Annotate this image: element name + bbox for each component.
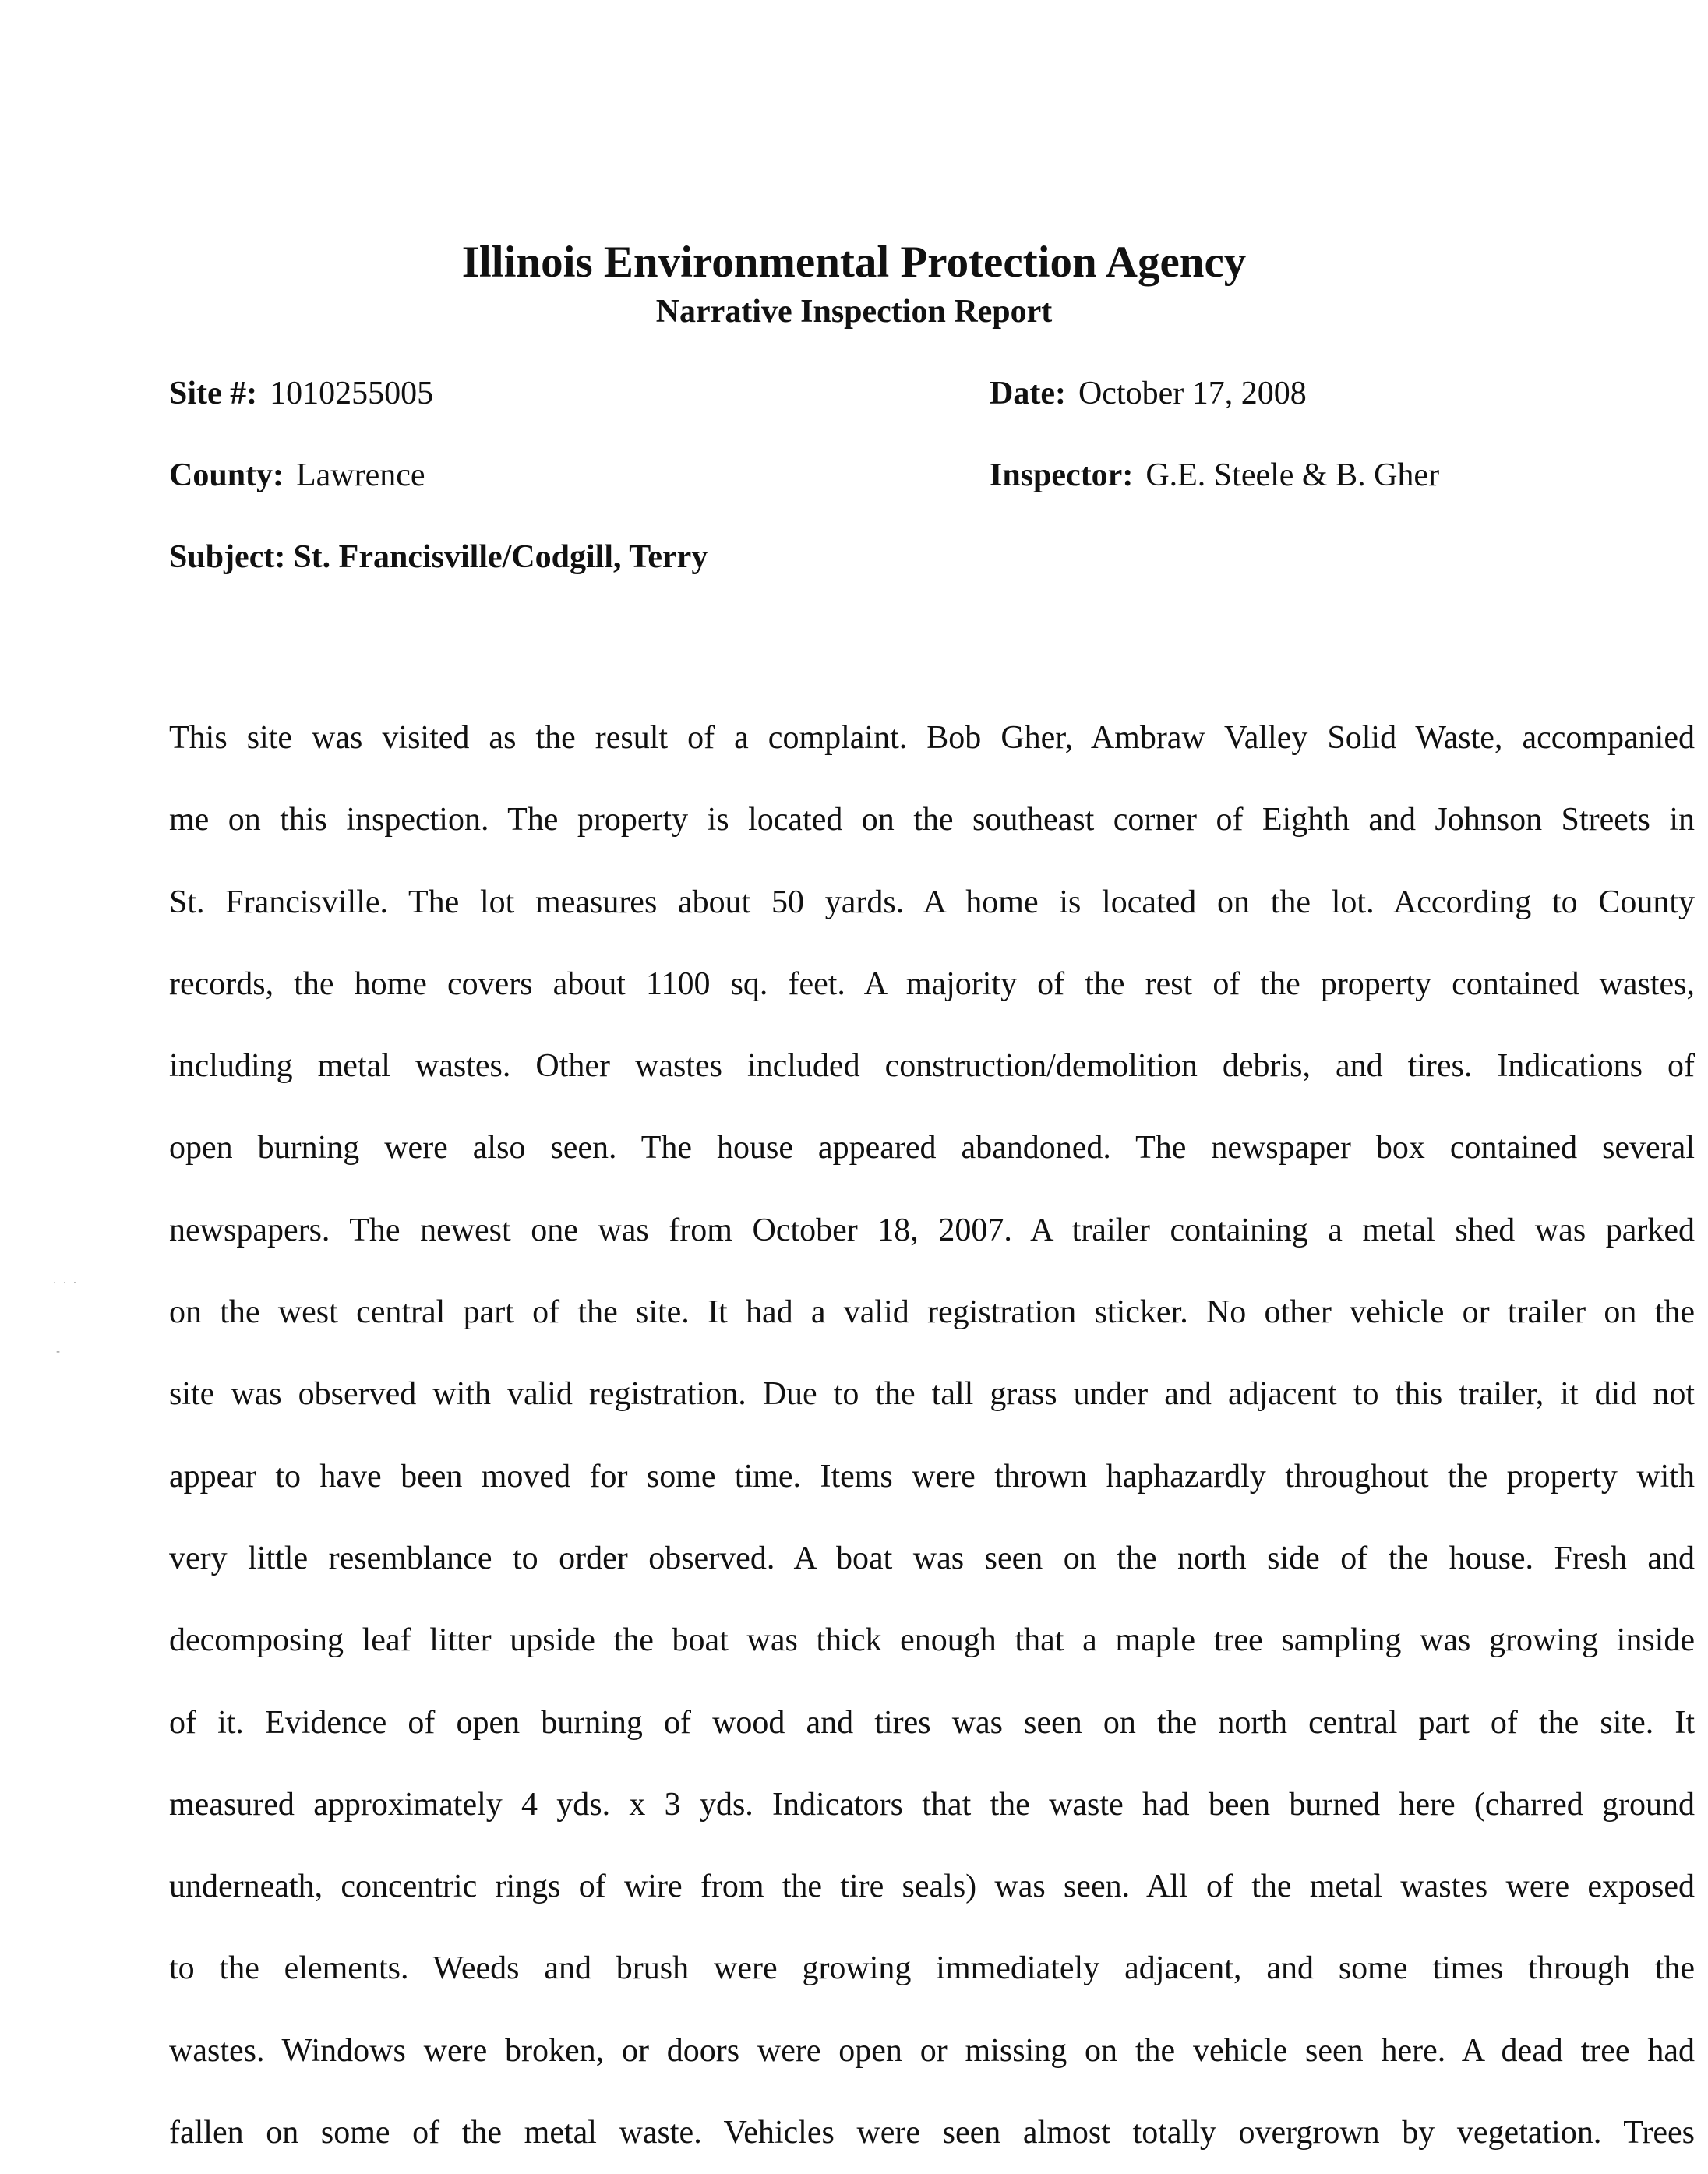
narrative-line: St. Francisville. The lot measures about 50 yards. A home is located on the lot. According to County [169,884,1695,920]
narrative-line: me on this inspection. The property is located on the southeast corner of Eighth and Johnson Streets in [169,802,1695,838]
date-label: Date: [990,376,1066,411]
county-label: County: [169,457,284,493]
narrative-line: on the west central part of the site. It had a valid registration sticker. No other vehicle or trailer on the [169,1294,1695,1331]
margin-dash: - [56,1346,61,1358]
narrative-line: site was observed with valid registration. Due to the tall grass under and adjacent to this trailer, it did not [169,1376,1695,1413]
narrative-line: wastes. Windows were broken, or doors were open or missing on the vehicle seen here. A dead tree had [169,2032,1695,2069]
county-field [169,452,425,499]
report-subtitle: Narrative Inspection Report [655,294,1053,330]
narrative-line: decomposing leaf litter upside the boat was thick enough that a maple tree sampling was growing inside [169,1622,1695,1659]
county-value: Lawrence [296,457,425,493]
narrative-line: of it. Evidence of open burning of wood and tires was seen on the north central part of the site. It [169,1704,1695,1741]
date-field [990,370,1307,417]
margin-dots: · · · [53,1277,79,1290]
agency-title: Illinois Environmental Protection Agency [461,238,1247,287]
narrative-line: open burning were also seen. The house appeared abandoned. The newspaper box contained several [169,1130,1695,1166]
narrative-line: appear to have been moved for some time. Items were thrown haphazardly throughout the property with [169,1458,1695,1495]
site-number-value: 1010255005 [270,376,434,411]
date-value: October 17, 2008 [1078,376,1307,411]
narrative-body [169,697,1695,2174]
inspector-value: G.E. Steele & B. Gher [1145,457,1440,493]
narrative-line: fallen on some of the metal waste. Vehicles were seen almost totally overgrown by vegetation. Trees [169,2115,1695,2151]
narrative-line: newspapers. The newest one was from October 18, 2007. A trailer containing a metal shed was parked [169,1212,1695,1248]
subject-value: St. Francisville/Codgill, Terry [293,539,708,575]
site-number-label: Site #: [169,376,258,411]
narrative-line: underneath, concentric rings of wire from the tire seals) was seen. All of the metal wastes were exposed [169,1869,1695,1905]
inspector-label: Inspector: [990,457,1134,493]
narrative-line: to the elements. Weeds and brush were growing immediately adjacent, and some times through the [169,1950,1695,1987]
narrative-line: measured approximately 4 yds. x 3 yds. Indicators that the waste had been burned here (charred ground [169,1786,1695,1823]
narrative-line: very little resemblance to order observed. A boat was seen on the north side of the house. Fresh and [169,1540,1695,1576]
narrative-line: records, the home covers about 1100 sq. feet. A majority of the rest of the property contained wastes, [169,965,1695,1002]
subject-label: Subject: [169,539,286,575]
site-number-field [169,370,433,417]
narrative-line: including metal wastes. Other wastes included construction/demolition debris, and tires. Indications of [169,1048,1695,1085]
inspector-field [990,452,1439,499]
subject-field [169,534,708,581]
narrative-line: This site was visited as the result of a complaint. Bob Gher, Ambraw Valley Solid Waste, accompanied [169,720,1695,756]
